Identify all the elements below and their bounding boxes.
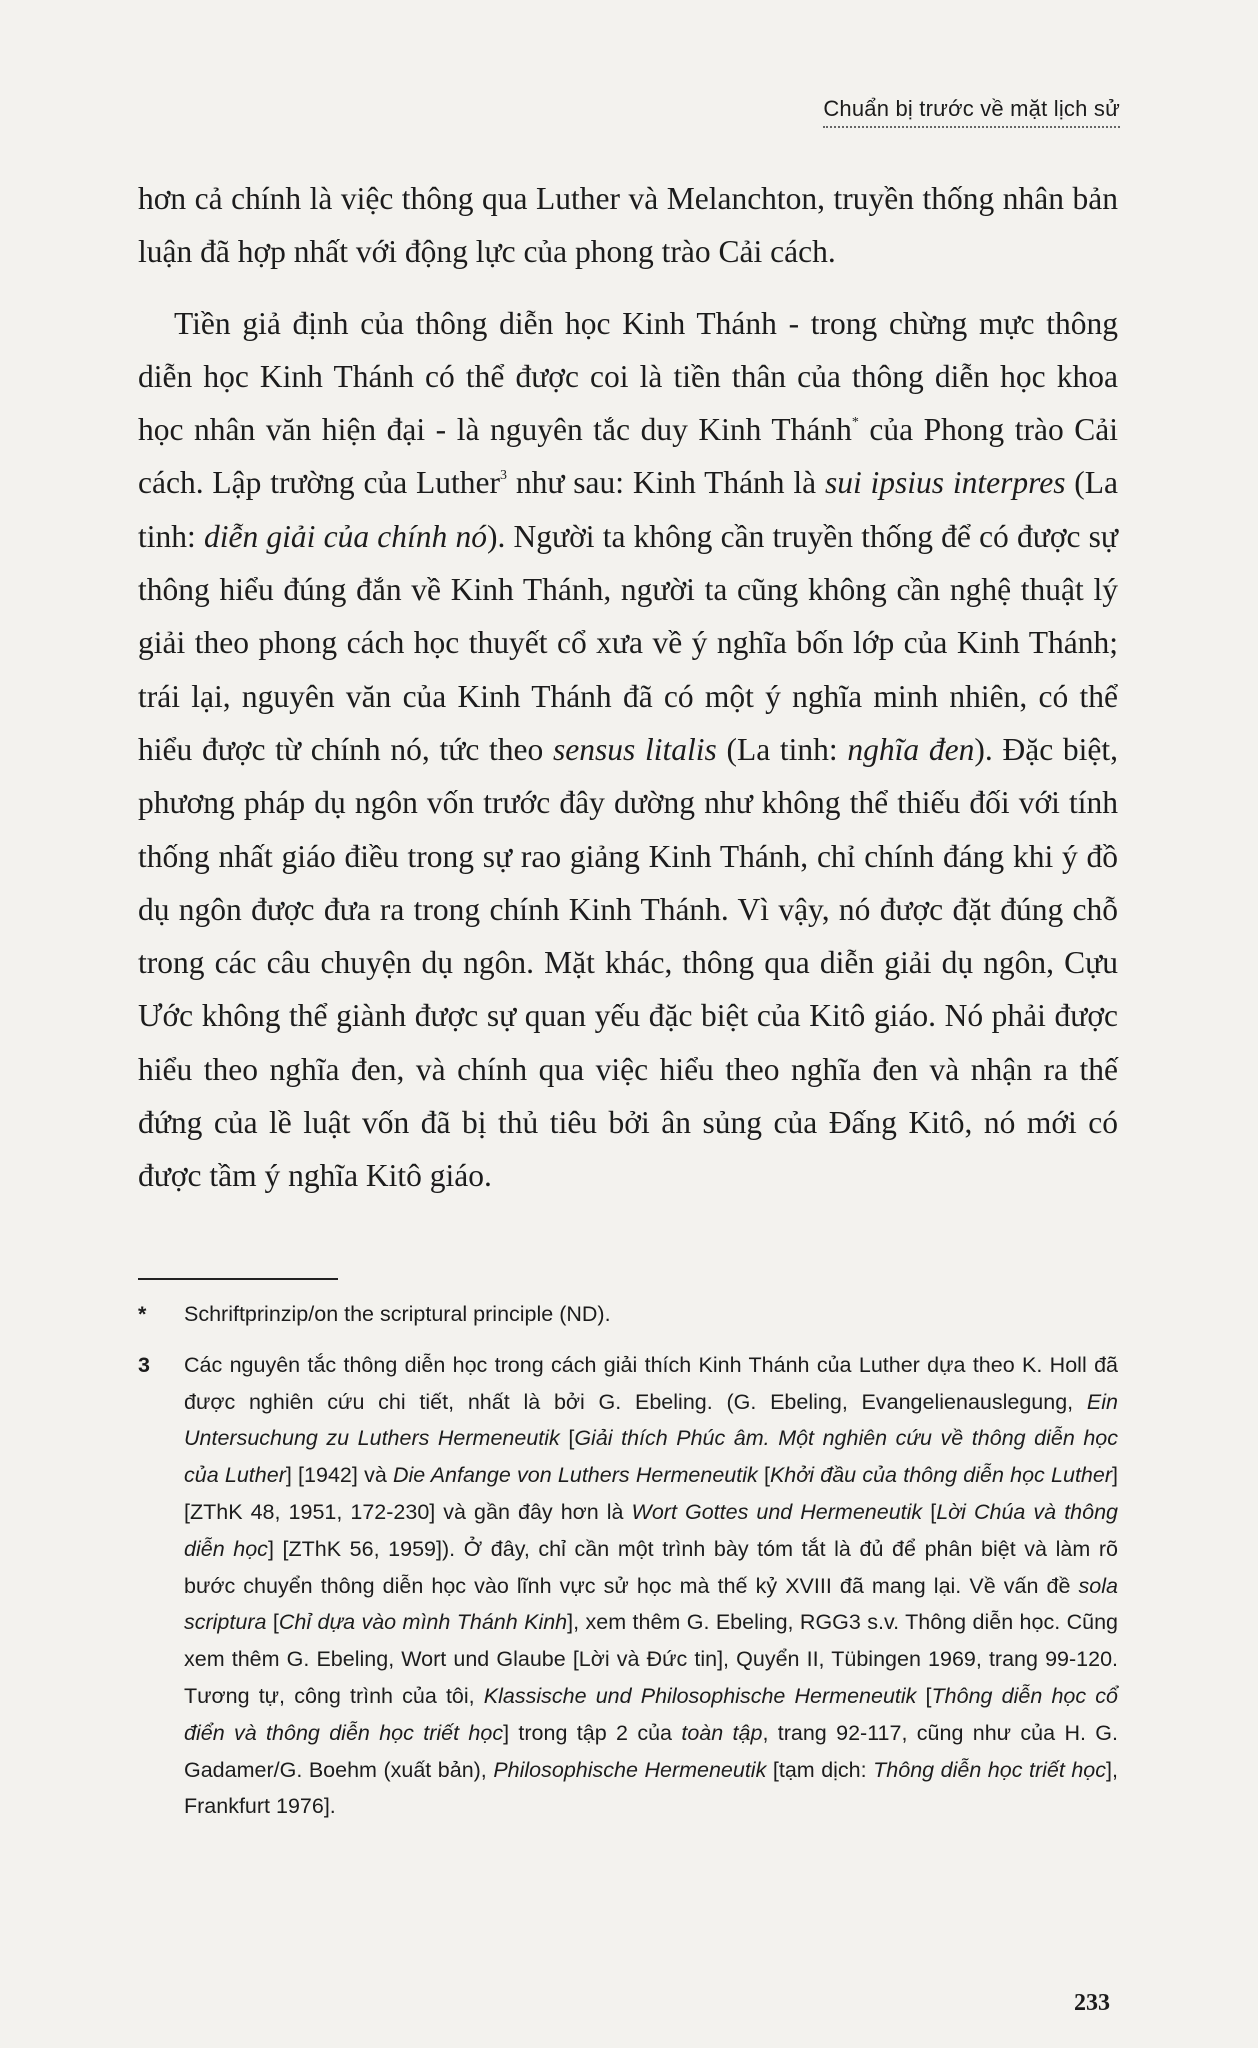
footnotes (138, 1296, 1118, 1825)
footnote-mark: * (138, 1302, 147, 1326)
footnote-star (138, 1296, 1118, 1333)
footnote-text: Schriftprinzip/on the scriptural principle (ND). (184, 1302, 611, 1326)
main-text (138, 172, 1118, 1203)
running-header: Chuẩn bị trước về mặt lịch sử (823, 96, 1120, 128)
paragraph-2: Tiền giả định của thông diễn học Kinh Thánh - trong chừng mực thông diễn học Kinh Thánh có thể được coi là tiền thân của thông diễn học khoa học nhân văn hiện đại - là nguyên tắc duy Kinh Thánh* của Phong trào Cải cách. Lập trường của Luther$^3$ như sau: Kinh Thánh là sui ipsius interpres (La tinh: diễn giải của chính nó). Người ta không cần truyền thống để có được sự thông hiểu đúng đắn về Kinh Thánh, người ta cũng không cần nghệ thuật lý giải theo phong cách học thuyết cổ xưa về ý nghĩa bốn lớp của Kinh Thánh; trái lại, nguyên văn của Kinh Thánh đã có một ý nghĩa minh nhiên, có thể hiểu được từ chính nó, tức theo sensus litalis (La tinh: nghĩa đen). Đặc biệt, phương pháp dụ ngôn vốn trước đây dường như không thể thiếu đối với tính thống nhất giáo điều trong sự rao giảng Kinh Thánh, chỉ chính đáng khi ý đồ dụ ngôn được đưa ra trong chính Kinh Thánh. Vì vậy, nó được đặt đúng chỗ trong các câu chuyện dụ ngôn. Mặt khác, thông qua diễn giải dụ ngôn, Cựu Ước không thể giành được sự quan yếu đặc biệt của Kitô giáo. Nó phải được hiểu theo nghĩa đen, và chính qua việc hiểu theo nghĩa đen và nhận ra thế đứng của lề luật vốn đã bị thủ tiêu bởi ân sủng của Đấng Kitô, nó mới có được tầm ý nghĩa Kitô giáo. (138, 305, 1119, 1194)
footnote-text: Các nguyên tắc thông diễn học trong cách giải thích Kinh Thánh của Luther dựa theo K. Holl đã được nghiên cứu chi tiết, nhất là bởi G. Ebeling. (G. Ebeling, Evangelienauslegung, Ein Untersuchung zu Luthers Hermeneutik [Giải thích Phúc âm. Một nghiên cứu về thông diễn học của Luther] [1942] và Die Anfange von Luthers Hermeneutik [Khởi đầu của thông diễn học Luther] [ZThK 48, 1951, 172-230] và gần đây hơn là Wort Gottes und Hermeneutik [Lời Chúa và thông diễn học] [ZThK 56, 1959]). Ở đây, chỉ cần một trình bày tóm tắt là đủ để phân biệt và làm rõ bước chuyển thông diễn học vào lĩnh vực sử học mà thế kỷ XVIII đã mang lại. Về vấn đề sola scriptura [Chỉ dựa vào mình Thánh Kinh], xem thêm G. Ebeling, RGG3 s.v. Thông diễn học. Cũng xem thêm G. Ebeling, Wort und Glaube [Lời và Đức tin], Quyển II, Tübingen 1969, trang 99-120. Tương tự, công trình của tôi, Klassische und Philosophische Hermeneutik [Thông diễn học cổ điển và thông diễn học triết học] trong tập 2 của toàn tập, trang 92-117, cũng như của H. G. Gadamer/G. Boehm (xuất bản), Philosophische Hermeneutik [tạm dịch: Thông diễn học triết học], Frankfurt 1976]. (184, 1352, 1119, 1819)
page-number: 233 (1074, 1990, 1110, 2016)
footnote-3 (138, 1347, 1118, 1825)
footnote-ref-star[interactable]: * (851, 415, 859, 431)
paragraph-1: hơn cả chính là việc thông qua Luther và Melanchton, truyền thống nhân bản luận đã hợp nhất với động lực của phong trào Cải cách. (138, 181, 1118, 270)
footnote-ref-3[interactable]: 3 (500, 468, 508, 484)
footnote-divider (138, 1278, 338, 1280)
footnote-mark: 3 (138, 1352, 150, 1377)
